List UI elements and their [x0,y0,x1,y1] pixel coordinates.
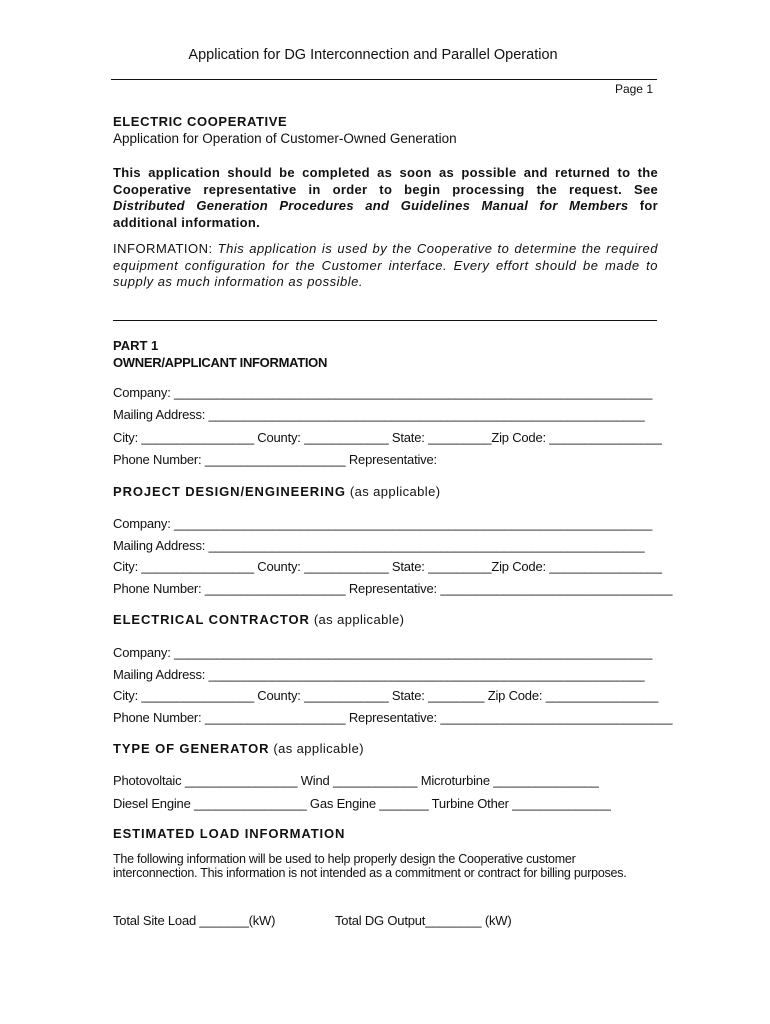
load-section-title: ESTIMATED LOAD INFORMATION [113,826,346,841]
manual-title: Distributed Generation Procedures and Guidelines Manual for Members [113,198,629,213]
project-section-title: PROJECT DESIGN/ENGINEERING [113,484,346,499]
contractor-section-heading [113,612,404,627]
contractor-mailing-address-field[interactable]: Mailing Address: ______________________________________________________________ [113,667,645,682]
instructions-tail: for additional information. [113,198,658,230]
total-site-load-field[interactable]: Total Site Load _______(kW) [113,913,276,928]
section-divider [113,320,657,321]
information-label: INFORMATION: [113,241,213,256]
instructions-text: This application should be completed as soon as possible and returned to the Cooperative representative in order to begin processing the request. See [113,165,658,197]
part-label: PART 1 [113,338,159,353]
total-dg-output-field[interactable]: Total DG Output________ (kW) [335,913,512,928]
project-company-field[interactable]: Company: ____________________________________________________________________ [113,516,653,531]
owner-city-county-state-zip-field[interactable]: City: ________________ County: ____________ State: _________Zip Code: ________________ [113,430,662,445]
header-rule [111,79,657,80]
project-section-heading [113,484,440,499]
owner-phone-representative-field[interactable]: Phone Number: ____________________ Representative: [113,452,437,467]
generator-section-title: TYPE OF GENERATOR [113,741,270,756]
document-title: Application for DG Interconnection and Parallel Operation [188,47,558,63]
project-section-note: (as applicable) [345,484,441,499]
instructions-paragraph [113,165,658,231]
generator-type-row-2[interactable]: Diesel Engine ________________ Gas Engine _______ Turbine Other ______________ [113,796,611,811]
generator-section-heading [113,741,364,756]
generator-type-row-1[interactable]: Photovoltaic ________________ Wind ____________ Microturbine _______________ [113,773,599,788]
organization-name: ELECTRIC COOPERATIVE [113,114,288,129]
page-number: Page 1 [614,82,653,96]
project-phone-representative-field[interactable]: Phone Number: ____________________ Representative: _________________________________ [113,581,673,596]
information-text: This application is used by the Cooperative to determine the required equipment configuration for the Customer interface. Every effort should be made to supply as much information as possible. [113,241,658,289]
generator-section-note: (as applicable) [269,741,364,756]
project-city-county-state-zip-field[interactable]: City: ________________ County: ____________ State: _________Zip Code: ________________ [113,559,662,574]
information-paragraph [113,241,658,291]
contractor-city-county-state-zip-field[interactable]: City: ________________ County: ____________ State: ________ Zip Code: ________________ [113,688,659,703]
project-mailing-address-field[interactable]: Mailing Address: ______________________________________________________________ [113,538,645,553]
contractor-company-field[interactable]: Company: ____________________________________________________________________ [113,645,653,660]
contractor-phone-representative-field[interactable]: Phone Number: ____________________ Representative: _________________________________ [113,710,673,725]
load-section-heading [113,826,345,841]
owner-mailing-address-field[interactable]: Mailing Address: ______________________________________________________________ [113,407,645,422]
owner-section-title: OWNER/APPLICANT INFORMATION [113,355,328,370]
contractor-section-note: (as applicable) [309,612,405,627]
contractor-section-title: ELECTRICAL CONTRACTOR [113,612,310,627]
form-subtitle: Application for Operation of Customer-Owned Generation [113,131,457,146]
load-information-paragraph: The following information will be used to help properly design the Cooperative customer interconnection. This information is not intended as a commitment or contract for billing purposes. [113,852,627,880]
owner-company-field[interactable]: Company: ____________________________________________________________________ [113,385,653,400]
